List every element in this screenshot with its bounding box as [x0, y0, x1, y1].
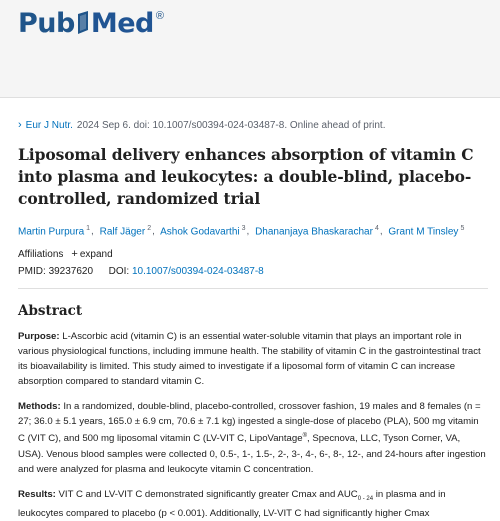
logo-registered-mark: ®	[155, 10, 164, 22]
methods-sup: ®	[302, 433, 307, 440]
article-title: Liposomal delivery enhances absorption of vitamin C into plasma and leukocytes: a double-blind, placebo-controlled, randomized trial	[18, 145, 474, 208]
author-sup[interactable]: 2	[147, 225, 152, 232]
section-divider	[18, 288, 488, 289]
abstract-methods	[18, 399, 486, 476]
author-sup[interactable]: 1	[86, 225, 91, 232]
identifiers	[18, 266, 488, 277]
pmid-value: 39237620	[48, 266, 94, 278]
methods-text-cont: , Specnova, LLC, Tyson Corner, VA, USA). Venous blood samples were collected 0, 0.5-, 1-, 1.5-, 2-, 3-, 4-, 6-, 8-, 12-, and 24-hours after ingestion and were analyzed for plasma and leukocyte vitamin C concentration.	[18, 433, 486, 475]
expand-button[interactable]	[71, 248, 112, 260]
doi-label: DOI:	[108, 266, 130, 278]
author-link[interactable]: Martin Purpura	[18, 226, 85, 238]
plus-icon: +	[71, 248, 78, 261]
author-sup[interactable]: 5	[460, 225, 465, 232]
chevron-right-icon: ›	[18, 119, 22, 131]
expand-label: expand	[79, 249, 113, 261]
site-header	[0, 0, 500, 98]
author-link[interactable]: Ashok Godavarthi	[160, 226, 240, 238]
results-text: VIT C and LV-VIT C demonstrated significantly greater Cmax and AUC	[58, 488, 358, 500]
results-sub: 0 - 24	[357, 495, 374, 502]
purpose-text: L-Ascorbic acid (vitamin C) is an essential water-soluble vitamin that plays an important role in various physiological functions, including immune health. The stability of vitamin C in the gastrointestinal tract its bioavailability is limited. This study aimed to investigate if a liposomal form of vitamin C can increase absorption compared to standard vitamin C.	[18, 331, 481, 388]
pmid-label: PMID:	[18, 266, 46, 278]
doi-link[interactable]: 10.1007/s00394-024-03487-8	[131, 266, 264, 278]
results-label: Results:	[18, 488, 56, 500]
purpose-label: Purpose:	[18, 331, 60, 343]
abstract-purpose	[18, 329, 486, 389]
journal-citation	[18, 118, 488, 132]
methods-text: In a randomized, double-blind, placebo-controlled, crossover fashion, 19 males and 8 females (n = 27; 36.0 ± 5.1 years, 165.0 ± 6.9 cm, 70.6 ± 7.1 kg) ingested a single-dose of placebo (PLA), 500 mg vitamin C (VIT C), and 500 mg liposomal vitamin C (LV-VIT C, LipoVantage	[18, 401, 481, 445]
citation-text: 2024 Sep 6. doi: 10.1007/s00394-024-03487-8. Online ahead of print.	[76, 119, 386, 131]
author-sup[interactable]: 3	[241, 225, 246, 232]
logo-book-icon	[76, 10, 90, 36]
abstract-heading: Abstract	[18, 303, 83, 320]
journal-link[interactable]: Eur J Nutr.	[25, 119, 73, 131]
author-link[interactable]: Dhananjaya Bhaskarachar	[255, 226, 373, 238]
article-content	[18, 118, 488, 521]
author-list: Martin Purpura $^1$, Ralf Jäger $^2$, Ashok Godavarthi $^3$, Dhananjaya Bhaskarachar $^4$, Grant M Tinsley $^5$	[18, 225, 465, 238]
affiliations-row	[18, 248, 488, 260]
results-text-cont: in plasma and in leukocytes compared to placebo (p < 0.001). Additionally, LV-VIT C had significantly higher Cmax	[18, 488, 446, 520]
methods-label: Methods:	[18, 401, 61, 413]
author-link[interactable]: Ralf Jäger	[99, 226, 146, 238]
pubmed-logo[interactable]	[18, 10, 164, 37]
logo-text-pub: Pub	[18, 8, 75, 39]
affiliations-toggle[interactable]: Affiliations	[18, 248, 64, 260]
author-link[interactable]: Grant M Tinsley	[388, 226, 459, 238]
author-sup[interactable]: 4	[374, 225, 379, 232]
logo-text-med: Med	[90, 8, 154, 39]
abstract-results	[18, 487, 486, 521]
